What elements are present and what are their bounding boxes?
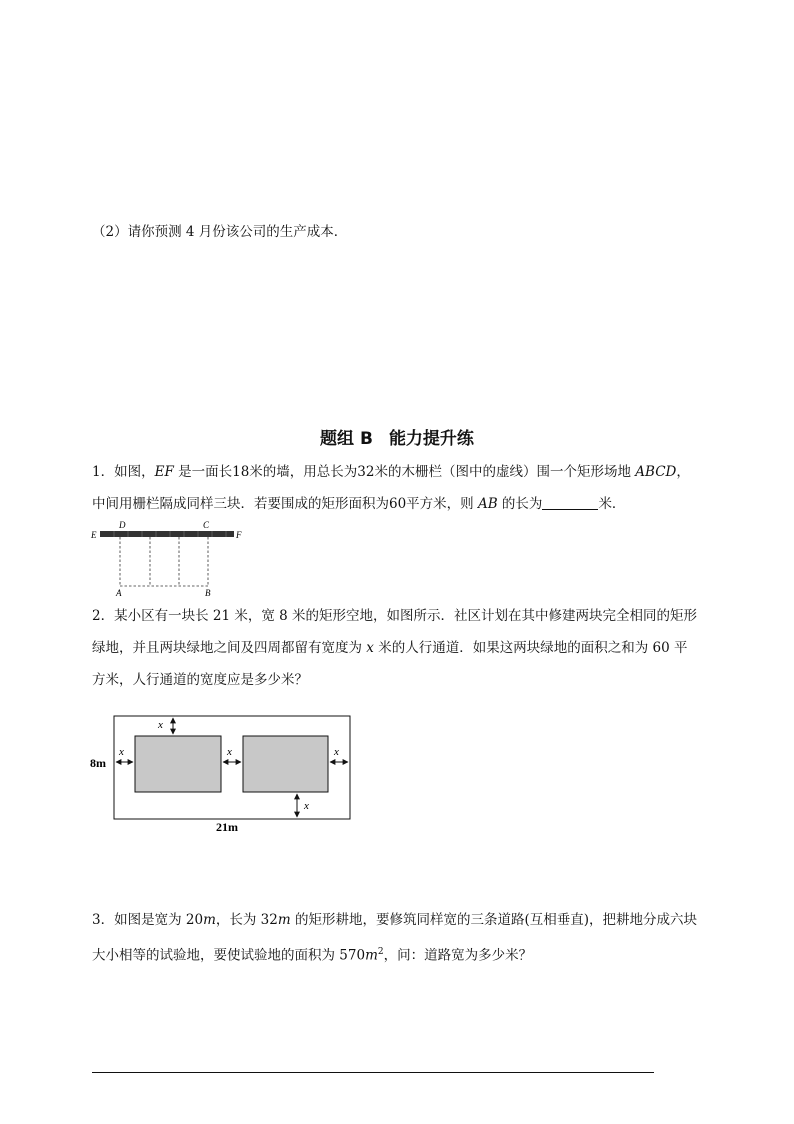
section-name: 能力提升练 [388, 429, 474, 449]
q1-fence-diagram [88, 516, 248, 598]
length-label: 21m [216, 820, 238, 834]
label-c: C [203, 520, 210, 530]
label-f: F [236, 530, 242, 540]
x-label-top: x [158, 719, 163, 731]
green-plot-right [243, 736, 328, 792]
x-label-bottom: x [304, 800, 309, 812]
label-b: B [205, 588, 211, 598]
fence-dashed-lines [120, 537, 208, 586]
label-a: A [116, 588, 122, 598]
q1-line-1: 1．如图，EF 是一面长18米的墙，用总长为32米的木栅栏（图中的虚线）围一个矩形场地 ABCD， [92, 464, 690, 480]
q3-line-2: 大小相等的试验地，要使试验地的面积为 $570m^2$，问：道路宽为多少米？ [92, 947, 533, 964]
wall-ef [100, 531, 234, 537]
label-e: E [91, 530, 97, 540]
label-d: D [119, 520, 126, 530]
answer-blank[interactable] [542, 495, 598, 510]
width-label: 8m [90, 756, 106, 770]
q1-line-2: 中间用栅栏隔成同样三块．若要围成的矩形面积为60平方米，则 AB 的长为 米． [92, 496, 626, 512]
section-title [0, 424, 794, 449]
q2-line-3: 方米，人行通道的宽度应是多少米？ [92, 672, 308, 688]
footer-rule [92, 1072, 654, 1073]
q2-garden-diagram [86, 706, 356, 836]
part-2-question: （2）请你预测 4 月份该公司的生产成本． [92, 224, 348, 240]
q3-line-1: 3．如图是宽为 20m，长为 32m 的矩形耕地，要修筑同样宽的三条道路(互相垂直)，把耕地分成六块 [92, 912, 697, 928]
x-label-middle: x [227, 746, 232, 758]
green-plot-left [135, 736, 221, 792]
x-label-right: x [334, 746, 339, 758]
section-label: 题组 B [320, 429, 373, 449]
q2-line-1: 2．某小区有一块长 21 米，宽 8 米的矩形空地，如图所示．社区计划在其中修建两块完全相同的矩形 [92, 608, 698, 624]
x-label-left: x [119, 746, 124, 758]
q2-line-2: 绿地，并且两块绿地之间及四周都留有宽度为 x 米的人行通道．如果这两块绿地的面积之和为 60 平 [92, 640, 688, 656]
